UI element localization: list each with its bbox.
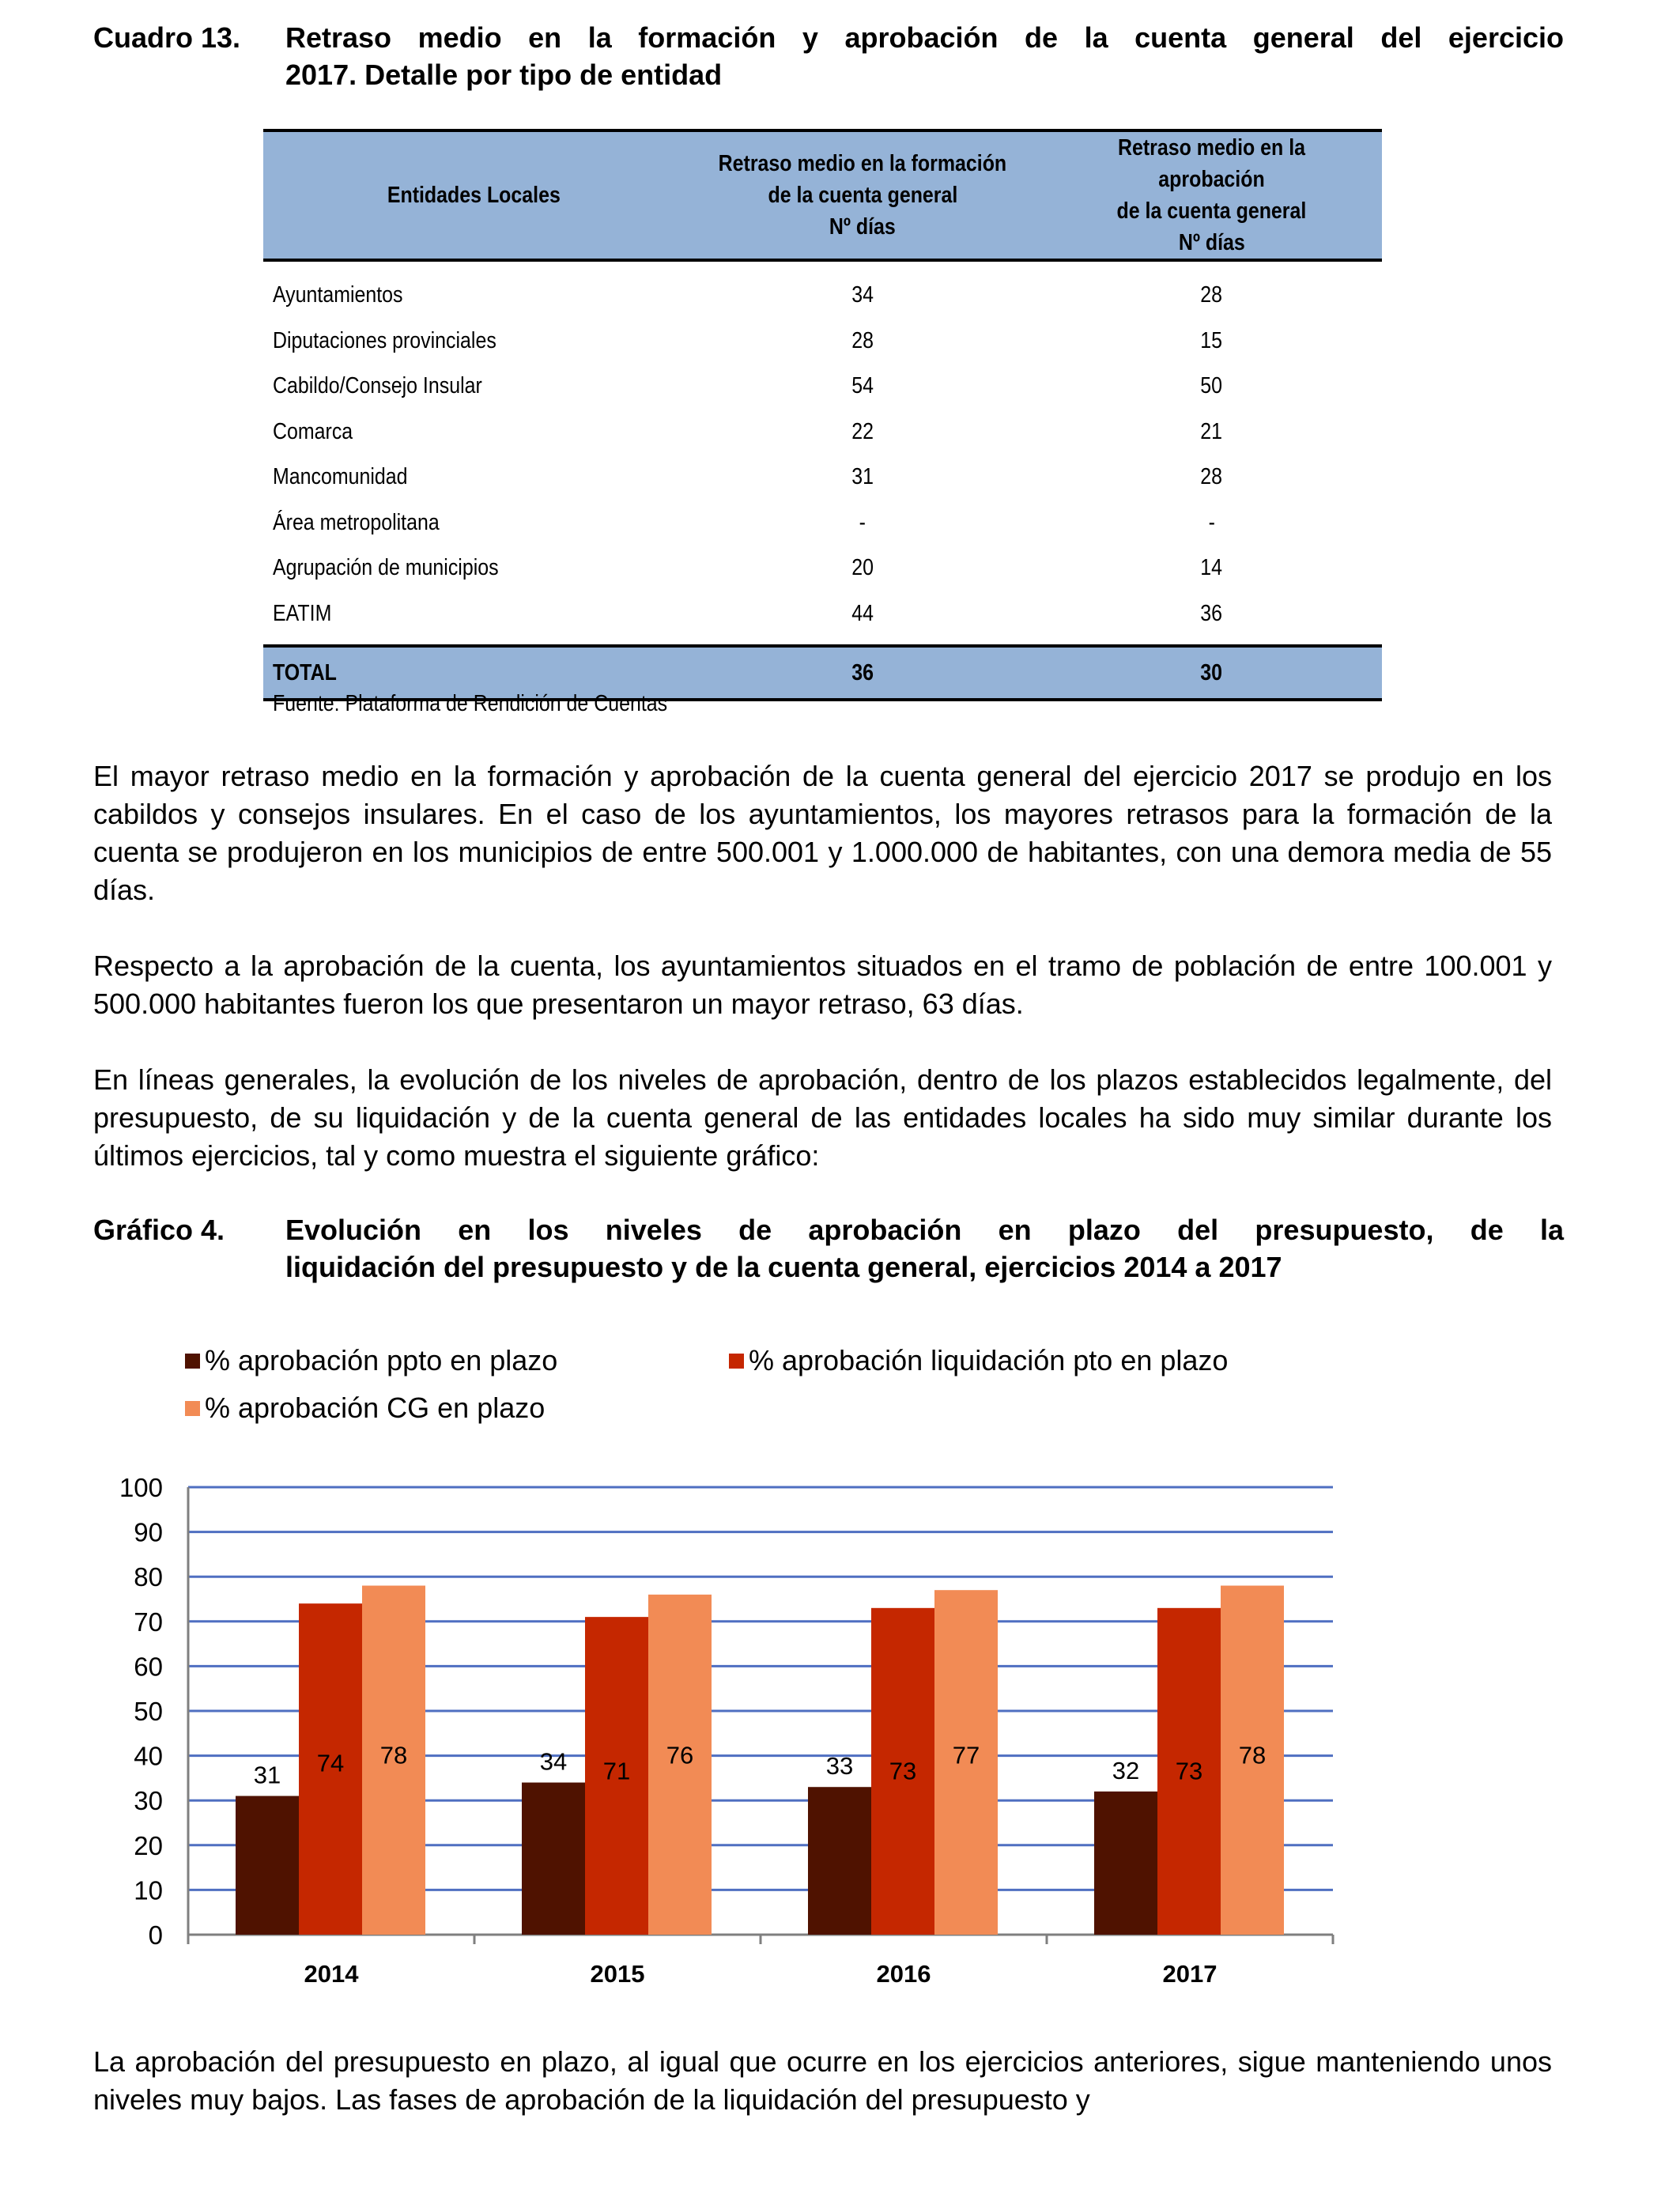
row-approval: 14 [1200, 555, 1223, 581]
data-label: 73 [1175, 1757, 1203, 1785]
x-tick-label: 2017 [1162, 1960, 1218, 1988]
row-approval: 36 [1200, 600, 1223, 626]
table-caption-title-line1: Retraso medio en la formación y aprobación de la cuenta general del ejercicio [285, 21, 1564, 54]
row-entity: EATIM [273, 600, 332, 626]
table-caption-number: Cuadro 13. [93, 21, 241, 54]
table-source: Fuente: Plataforma de Rendición de Cuentas [273, 691, 668, 716]
y-tick-label: 60 [134, 1652, 163, 1682]
bar [522, 1783, 585, 1935]
chart-caption-number: Gráfico 4. [93, 1214, 225, 1246]
row-entity: Mancomunidad [273, 464, 408, 490]
total-formation: 36 [684, 646, 1041, 700]
data-label: 74 [316, 1749, 345, 1777]
data-label: 34 [539, 1747, 568, 1776]
header-approval: Retraso medio en la aprobación de la cuenta general Nº días [1041, 130, 1382, 260]
legend-label-ppto: % aprobación ppto en plazo [205, 1344, 558, 1376]
row-approval: 50 [1200, 373, 1223, 399]
row-entity: Comarca [273, 418, 353, 444]
table-caption-title-line2: 2017. Detalle por tipo de entidad [285, 59, 723, 91]
y-tick-label: 100 [119, 1473, 163, 1502]
row-approval: 28 [1200, 464, 1223, 490]
row-formation: 44 [851, 600, 874, 626]
row-approval: 21 [1200, 418, 1223, 444]
x-tick-label: 2016 [876, 1960, 931, 1988]
row-entity: Ayuntamientos [273, 282, 403, 308]
total-approval: 30 [1041, 646, 1382, 700]
y-tick-label: 0 [148, 1920, 163, 1950]
row-approval: - [1208, 509, 1215, 535]
header-entity: Entidades Locales [263, 130, 684, 260]
row-formation: 54 [851, 373, 874, 399]
y-tick-label: 50 [134, 1697, 163, 1726]
data-label: 78 [379, 1741, 408, 1769]
total-label: TOTAL [263, 646, 684, 700]
y-tick-label: 80 [134, 1562, 163, 1592]
row-entity: Cabildo/Consejo Insular [273, 373, 482, 399]
header-formation: Retraso medio en la formación de la cuenta general Nº días [684, 130, 1041, 260]
row-approval: 15 [1200, 327, 1223, 353]
paragraph-2: Respecto a la aprobación de la cuenta, los ayuntamientos situados en el tramo de población de entre 100.001 y 500.000 habitantes fueron los que presentaron un mayor retraso, 63 días. [93, 950, 1552, 1020]
bar [808, 1787, 871, 1935]
bar [236, 1796, 299, 1935]
row-formation: 31 [851, 464, 874, 490]
data-label: 77 [952, 1741, 980, 1769]
paragraph-3: En líneas generales, la evolución de los niveles de aprobación, dentro de los plazos establecidos legalmente, del presupuesto, de su liquidación y de la cuenta general de las entidades locales ha sido muy similar durante los últimos ejercicios, tal y como muestra el siguiente gráfico: [93, 1063, 1552, 1172]
row-formation: 20 [851, 555, 874, 581]
y-tick-label: 30 [134, 1786, 163, 1816]
row-entity: Diputaciones provinciales [273, 327, 496, 353]
row-approval: 28 [1200, 282, 1223, 308]
x-tick-label: 2015 [590, 1960, 645, 1988]
row-formation: 22 [851, 418, 874, 444]
legend-label-liquidacion: % aprobación liquidación pto en plazo [749, 1344, 1229, 1376]
y-tick-label: 20 [134, 1830, 163, 1860]
y-tick-label: 90 [134, 1517, 163, 1547]
paragraph-1: El mayor retraso medio en la formación y aprobación de la cuenta general del ejercicio 2017 se produjo en los cabildos y consejos insulares. En el caso de los ayuntamientos, los mayores retrasos para la formación de la cuenta se produjeron en los municipios de entre 500.001 y 1.000.000 de habitantes, con una demora media de 55 días. [93, 760, 1552, 906]
x-tick-label: 2014 [304, 1960, 359, 1988]
row-entity: Área metropolitana [273, 509, 440, 535]
chart-caption-title-line1: Evolución en los niveles de aprobación en plazo del presupuesto, de la [285, 1214, 1564, 1246]
data-label: 76 [666, 1741, 694, 1769]
bar [1094, 1792, 1157, 1935]
data-label: 32 [1112, 1756, 1140, 1784]
data-label: 71 [602, 1757, 631, 1785]
data-label: 73 [889, 1757, 917, 1785]
y-tick-label: 40 [134, 1741, 163, 1771]
paragraph-4: La aprobación del presupuesto en plazo, al igual que ocurre en los ejercicios anteriores, sigue manteniendo unos niveles muy bajos. Las fases de aprobación de la liquidación del presupuesto y [93, 2045, 1552, 2116]
row-formation: 34 [851, 282, 874, 308]
data-label: 78 [1238, 1741, 1267, 1769]
row-entity: Agrupación de municipios [273, 555, 499, 581]
data-label: 33 [825, 1752, 854, 1781]
legend-label-cg: % aprobación CG en plazo [205, 1392, 546, 1424]
y-tick-label: 10 [134, 1875, 163, 1905]
data-label: 31 [253, 1761, 281, 1789]
row-formation: 28 [851, 327, 874, 353]
row-formation: - [859, 509, 866, 535]
y-tick-label: 70 [134, 1607, 163, 1637]
chart-caption-title-line2: liquidación del presupuesto y de la cuenta general, ejercicios 2014 a 2017 [285, 1251, 1282, 1283]
